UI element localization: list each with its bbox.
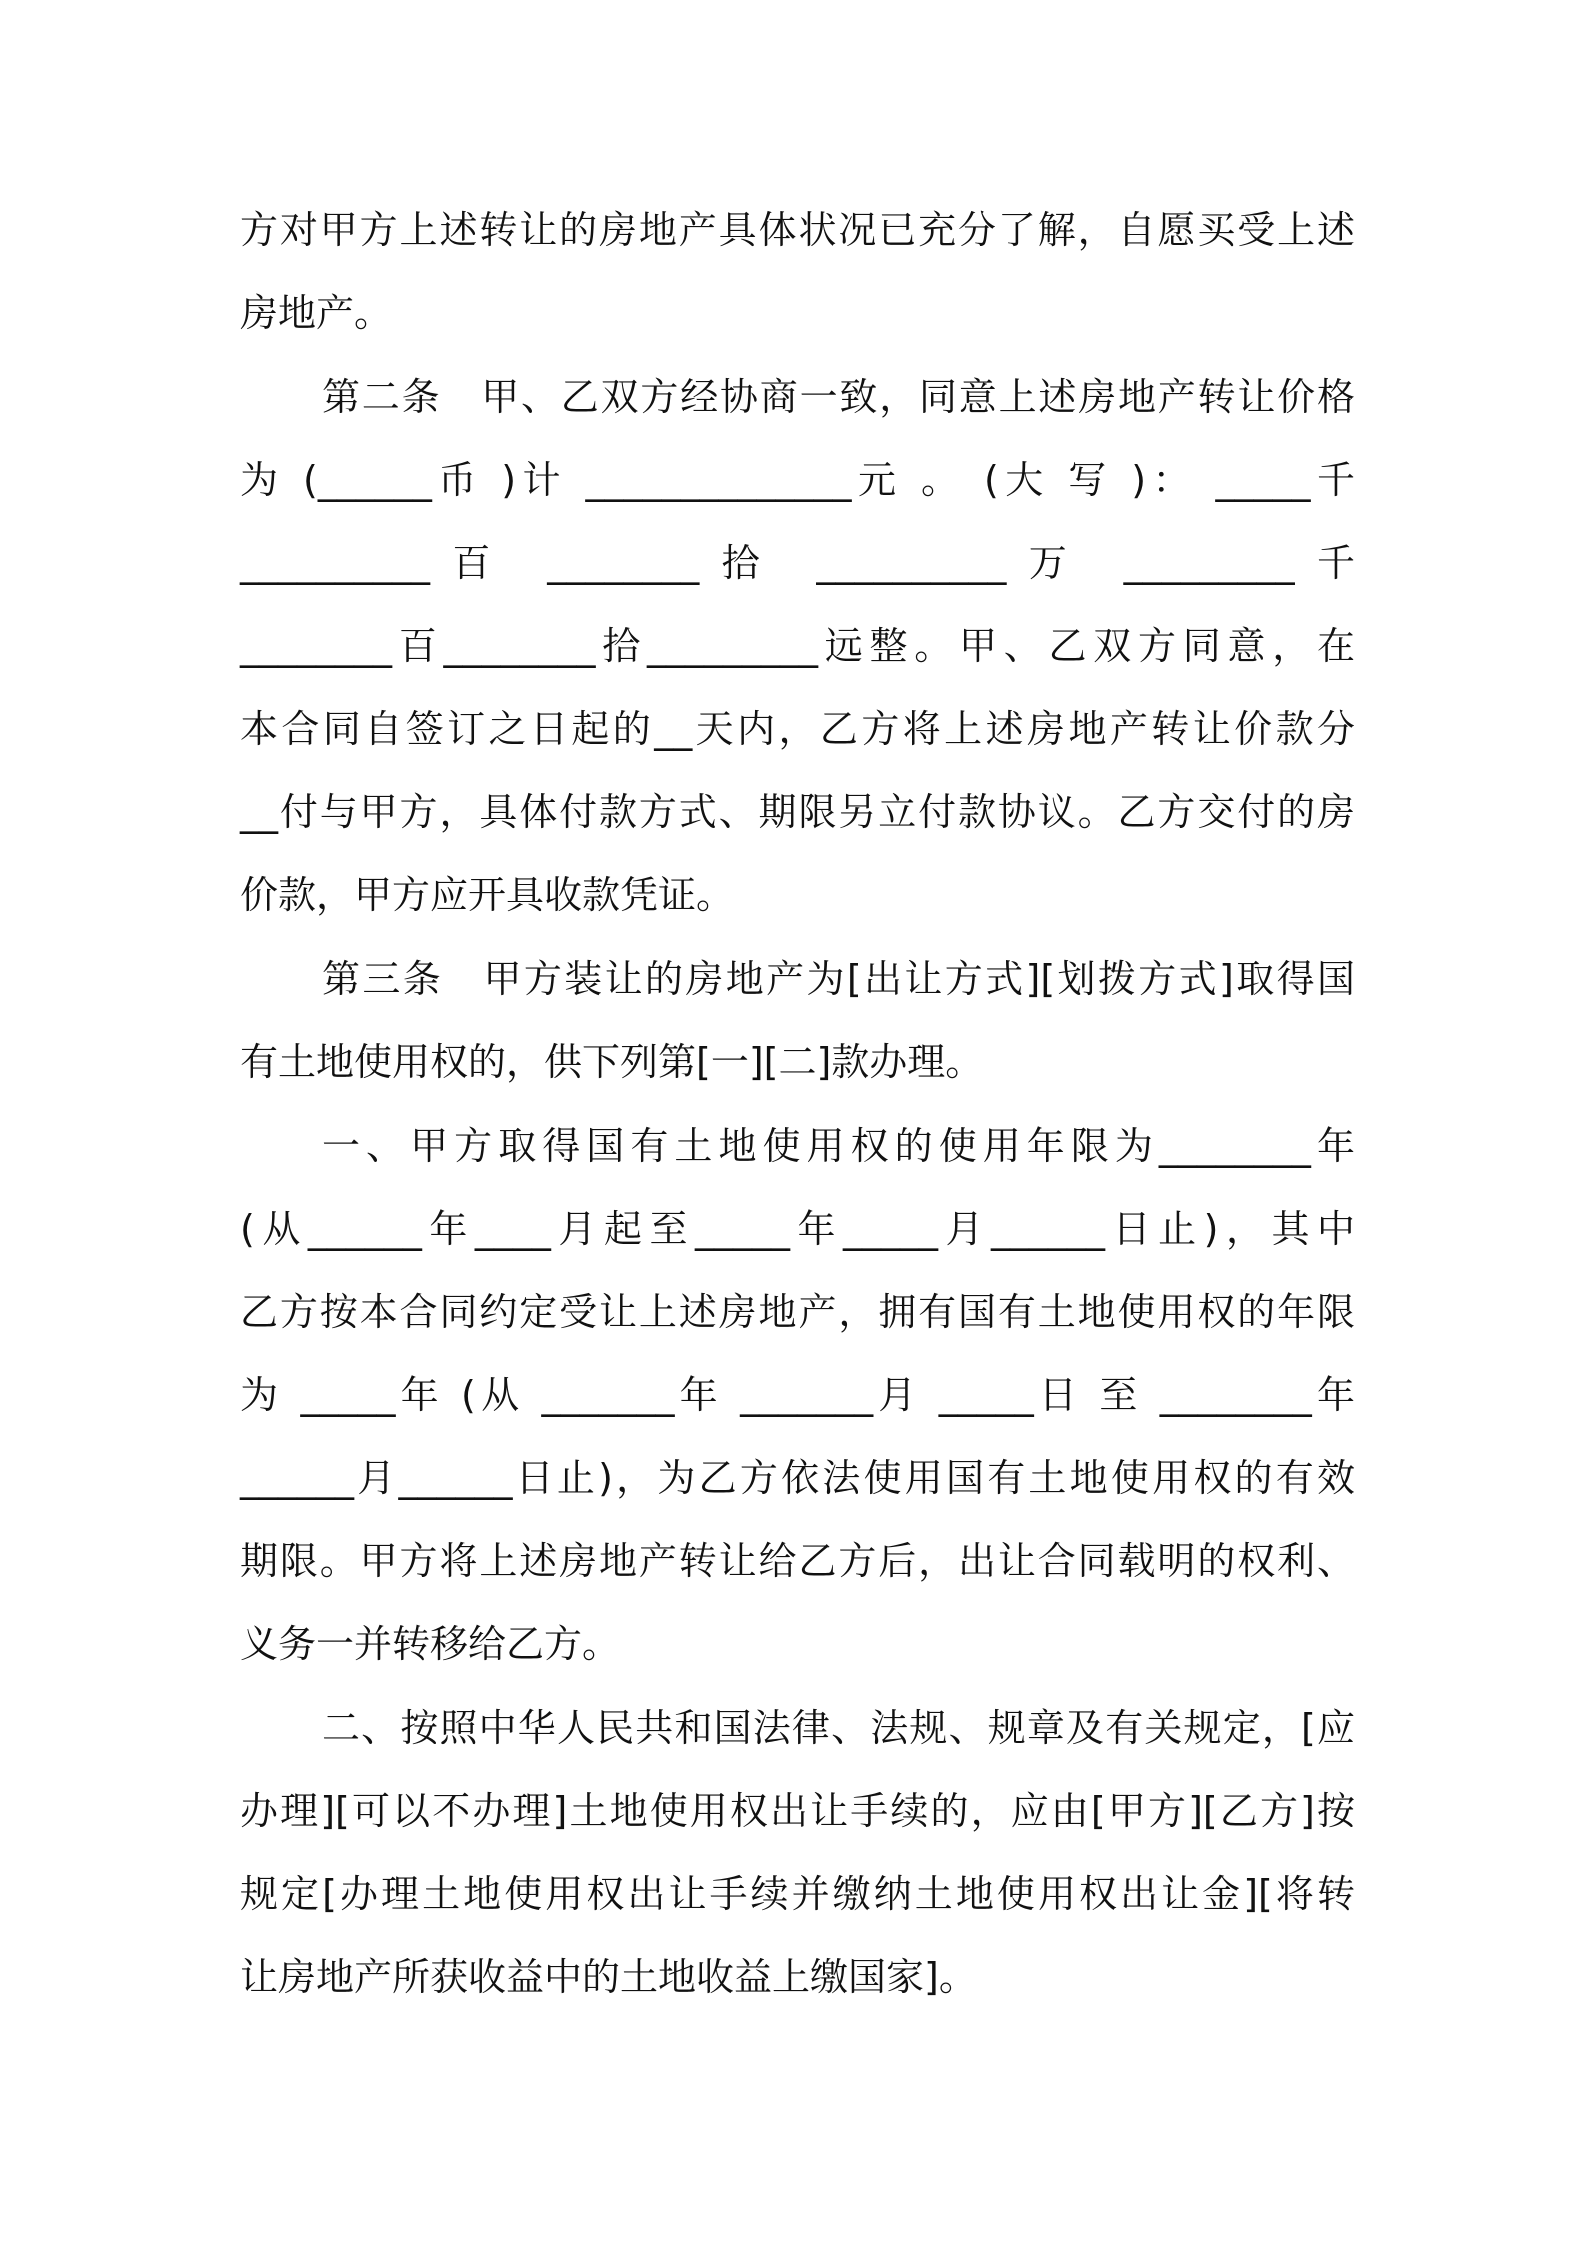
text-line: (从______年____月起至_____年_____月______日止)，其中 <box>240 1207 1355 1251</box>
clause-2-heading-line: 第二条 甲、乙双方经协商一致，同意上述房地产转让价格 <box>322 375 1355 419</box>
text-line: 乙方按本合同约定受让上述房地产，拥有国有土地使用权的年限 <box>240 1290 1355 1334</box>
text-line: __________百 ________拾 __________万 _________千 <box>240 541 1355 585</box>
text-line: 房地产。 <box>240 291 393 335</box>
text-line: 义务一并转移给乙方。 <box>240 1622 621 1666</box>
text-line: ________百________拾_________远整。甲、乙双方同意，在 <box>240 624 1355 668</box>
item-2-line: 二、按照中华人民共和国法律、法规、规章及有关规定，[应 <box>322 1706 1355 1750</box>
text-line: 为 (______币 )计 ______________元 。 (大 写 )： _____千 <box>240 458 1355 502</box>
text-line: 方对甲方上述转让的房地产具体状况已充分了解，自愿买受上述 <box>240 208 1355 252</box>
text-line: 办理][可以不办理]土地使用权出让手续的，应由[甲方][乙方]按 <box>240 1789 1355 1833</box>
text-line: ______月______日止)，为乙方依法使用国有土地使用权的有效 <box>240 1456 1355 1500</box>
text-line: 让房地产所获收益中的土地收益上缴国家]。 <box>240 1955 977 1999</box>
text-line: 有土地使用权的，供下列第[一][二]款办理。 <box>240 1040 984 1084</box>
clause-3-heading-line: 第三条 甲方装让的房地产为[出让方式][划拨方式]取得国 <box>322 957 1355 1001</box>
text-line: 规定[办理土地使用权出让手续并缴纳土地使用权出让金][将转 <box>240 1872 1355 1916</box>
item-1-line: 一、甲方取得国有土地使用权的使用年限为________年 <box>322 1124 1355 1168</box>
text-line: 期限。甲方将上述房地产转让给乙方后，出让合同载明的权利、 <box>240 1539 1355 1583</box>
text-line: 为 _____年 (从 _______年 _______月 _____日 至 ________年 <box>240 1373 1355 1417</box>
text-line: 价款，甲方应开具收款凭证。 <box>240 873 735 917</box>
text-line: 本合同自签订之日起的__天内，乙方将上述房地产转让价款分 <box>240 707 1355 751</box>
text-line: __付与甲方，具体付款方式、期限另立付款协议。乙方交付的房 <box>240 790 1355 834</box>
